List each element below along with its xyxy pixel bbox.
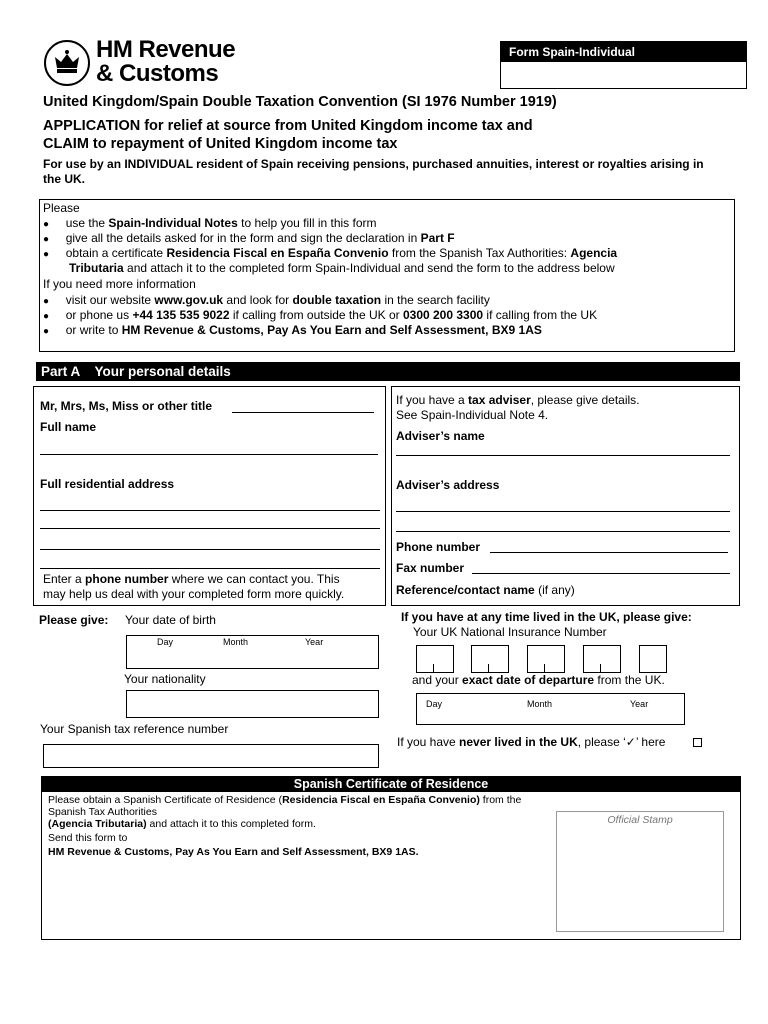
personal-details-box: [33, 386, 386, 606]
address-field-line-1[interactable]: [40, 510, 380, 511]
phone-note: [43, 572, 383, 602]
bullet-icon: ●: [43, 234, 50, 245]
departure-date-field[interactable]: [416, 693, 685, 725]
phone-uk: 0300 200 3300: [402, 308, 484, 322]
text: to help you fill in this form: [237, 216, 377, 230]
text: from the UK.: [594, 673, 665, 687]
address-field-line-3[interactable]: [40, 549, 380, 550]
instruction-item: [43, 246, 617, 262]
more-info-heading: If you need more information: [43, 277, 196, 291]
please-give-label: Please give:: [39, 613, 109, 627]
certificate-name: Residencia Fiscal en España Convenio: [166, 246, 389, 260]
dob-field[interactable]: [126, 635, 379, 669]
adviser-address-line-2[interactable]: [396, 531, 730, 532]
adviser-name-label: Adviser’s name: [396, 429, 485, 443]
tax-adviser-box: [391, 386, 740, 606]
text: visit our website: [65, 293, 155, 307]
certificate-heading: Spanish Certificate of Residence: [42, 777, 740, 792]
text: give all the details asked for in the form and sign the declaration in: [65, 231, 421, 245]
bullet-icon: ●: [43, 249, 50, 260]
agency-name: Agencia: [570, 246, 618, 260]
adviser-address-line-1[interactable]: [396, 511, 730, 512]
nino-box-5[interactable]: [639, 645, 667, 673]
nationality-field[interactable]: [126, 690, 379, 718]
instruction-item-continued: [69, 261, 615, 276]
text: , please ‘✓’ here: [577, 735, 666, 749]
form-id-label: Form Spain-Individual: [501, 42, 746, 62]
send-label: Send this form to: [48, 832, 128, 844]
text: if calling from outside the UK or: [229, 308, 403, 322]
postal-address: HM Revenue & Customs, Pay As You Earn and Self Assessment, BX9 1AS: [121, 323, 542, 337]
text: tax adviser: [468, 393, 531, 407]
text: and attach it to the completed form Spain-Individual and send the form to the address below: [123, 261, 615, 275]
adviser-address-label: Adviser’s address: [396, 478, 500, 492]
text: use the: [65, 216, 109, 230]
crown-logo-icon: [44, 40, 90, 86]
year-label: Year: [630, 699, 649, 709]
use-for-text: For use by an INDIVIDUAL resident of Spain receiving pensions, purchased annuities, interest or royalties arising in the UK.: [43, 157, 704, 186]
link-notes: Spain-Individual Notes: [108, 216, 238, 230]
never-lived-label: [397, 735, 665, 750]
logo-line-2: & Customs: [96, 60, 219, 87]
month-label: Month: [527, 699, 553, 709]
text: exact date of departure: [462, 673, 595, 687]
text: (Agencia Tributaria): [48, 818, 147, 830]
nationality-label: Your nationality: [124, 672, 206, 686]
nino-box-2[interactable]: [471, 645, 509, 673]
year-label: Year: [305, 637, 324, 647]
bullet-icon: ●: [43, 326, 50, 337]
instruction-item: [43, 216, 377, 232]
send-address: HM Revenue & Customs, Pay As You Earn and Self Assessment, BX9 1AS.: [48, 846, 419, 858]
text: may help us deal with your completed form more quickly.: [43, 587, 345, 601]
text: obtain a certificate: [65, 246, 167, 260]
adviser-name-field[interactable]: [396, 455, 730, 456]
contact-item: [43, 293, 490, 309]
text: from the Spanish Tax Authorities:: [388, 246, 571, 260]
adviser-phone-label: Phone number: [396, 540, 481, 554]
nino-box-3[interactable]: [527, 645, 565, 673]
part-a-heading: Part A Your personal details: [36, 362, 740, 381]
certificate-section: [41, 776, 741, 940]
text: from the Spanish Tax Authorities: [48, 794, 522, 818]
text: in the search facility: [381, 293, 490, 307]
text: If you have a: [396, 393, 469, 407]
text: Please obtain a Spanish Certificate of Residence (: [48, 794, 283, 806]
official-stamp-box: [556, 811, 724, 932]
address-field-line-4[interactable]: [40, 568, 380, 569]
convention-heading: United Kingdom/Spain Double Taxation Convention (SI 1976 Number 1919): [43, 94, 557, 110]
website-link[interactable]: www.gov.uk: [154, 293, 224, 307]
text: if calling from the UK: [483, 308, 598, 322]
title-field[interactable]: [232, 412, 374, 413]
form-title-line-1: APPLICATION for relief at source from United Kingdom income tax and: [43, 118, 533, 134]
lived-uk-heading: If you have at any time lived in the UK, please give:: [401, 610, 692, 624]
adviser-note: See Spain-Individual Note 4.: [396, 408, 549, 422]
text: or write to: [65, 323, 122, 337]
agency-name-2: Tributaria: [69, 261, 124, 275]
phone-international: +44 135 535 9022: [132, 308, 230, 322]
dob-label: Your date of birth: [125, 613, 216, 627]
address-field-line-2[interactable]: [40, 528, 380, 529]
text: and your: [412, 673, 463, 687]
form-id-box: [500, 41, 747, 89]
bullet-icon: ●: [43, 311, 50, 322]
spanish-ref-field[interactable]: [43, 744, 379, 768]
never-lived-checkbox[interactable]: [693, 738, 702, 747]
certificate-instructions: [48, 794, 548, 830]
adviser-fax-field[interactable]: [472, 573, 730, 574]
day-label: Day: [426, 699, 443, 709]
text: and look for: [223, 293, 293, 307]
full-name-field[interactable]: [40, 454, 378, 455]
text: Residencia Fiscal en España Convenio): [282, 794, 480, 806]
part-f-ref: Part F: [420, 231, 455, 245]
bullet-icon: ●: [43, 219, 50, 230]
month-label: Month: [223, 637, 249, 647]
form-title: [43, 117, 533, 153]
contact-item: [43, 323, 542, 339]
adviser-phone-field[interactable]: [490, 552, 728, 553]
adviser-fax-label: Fax number: [396, 561, 465, 575]
nino-box-4[interactable]: [583, 645, 621, 673]
please-intro: Please: [43, 201, 80, 215]
adviser-intro: [396, 393, 640, 408]
form-title-line-2: CLAIM to repayment of United Kingdom income tax: [43, 136, 398, 152]
instruction-item: [43, 231, 455, 247]
instructions-box: [39, 199, 735, 352]
nino-box-1[interactable]: [416, 645, 454, 673]
text: Enter a: [43, 572, 86, 586]
full-name-label: Full name: [40, 420, 97, 434]
official-stamp-label: Official Stamp: [607, 814, 673, 826]
search-term: double taxation: [292, 293, 382, 307]
text: Reference/contact name: [396, 583, 535, 597]
text: If you have: [397, 735, 460, 749]
address-label: Full residential address: [40, 477, 175, 491]
logo-line-1: HM Revenue: [96, 36, 236, 63]
hmrc-logo-text: [96, 38, 235, 86]
bullet-icon: ●: [43, 296, 50, 307]
text: (if any): [534, 583, 575, 597]
adviser-reference-label: [396, 583, 575, 598]
contact-item: [43, 308, 597, 324]
departure-label: [412, 673, 665, 688]
title-label: Mr, Mrs, Ms, Miss or other title: [40, 399, 213, 413]
text: phone number: [85, 572, 169, 586]
spanish-ref-label: Your Spanish tax reference number: [40, 722, 229, 736]
day-label: Day: [157, 637, 174, 647]
text: or phone us: [65, 308, 133, 322]
nino-label: Your UK National Insurance Number: [413, 625, 607, 639]
text: never lived in the UK: [459, 735, 578, 749]
text: , please give details.: [530, 393, 640, 407]
text: and attach it to this completed form.: [146, 818, 316, 830]
text: where we can contact you. This: [168, 572, 340, 586]
